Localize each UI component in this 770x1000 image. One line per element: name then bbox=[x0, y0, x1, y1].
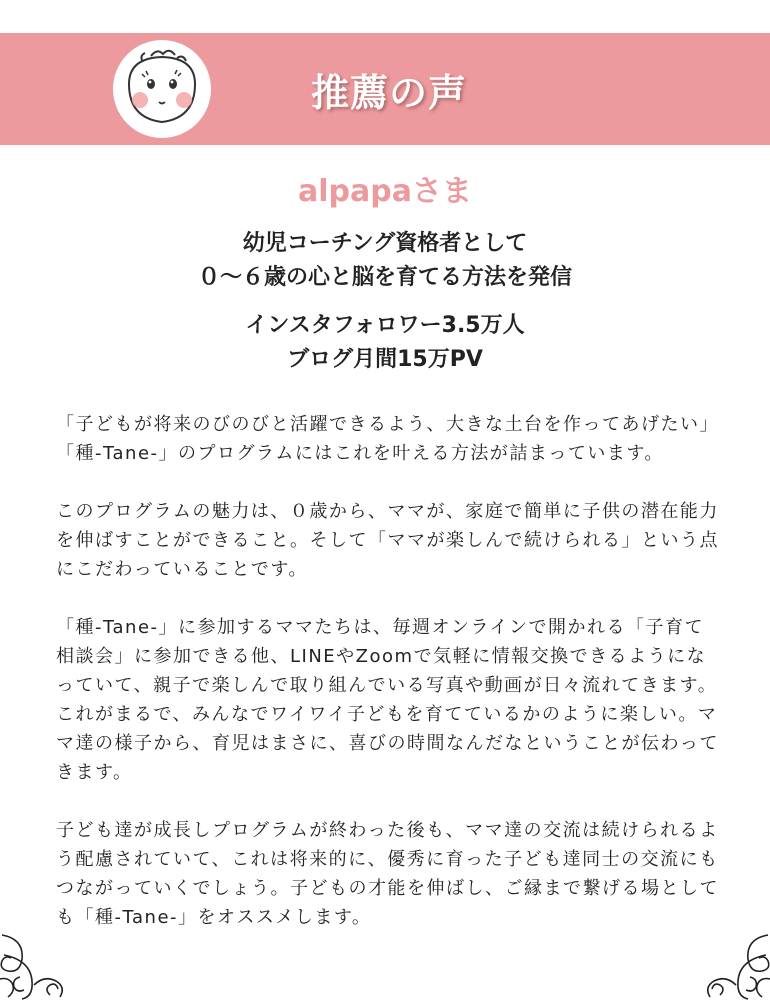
stats-block bbox=[0, 309, 770, 377]
recommender-name: alpapaさま bbox=[298, 174, 472, 209]
testimonial-paragraph: このプログラムの魅力は、０歳から、ママが、家庭で簡単に子供の潜在能力を伸ばすことができること。そして「ママが楽しんで続けられる」という点にこだわっていることです。 bbox=[56, 501, 719, 580]
stat-line: インスタフォロワー3.5万人 bbox=[245, 313, 525, 338]
swirl-flourish-icon bbox=[700, 915, 770, 1000]
swirl-flourish-icon bbox=[0, 915, 70, 1000]
testimonial-paragraph: 子ども達が成長しプログラムが終わった後も、ママ達の交流は続けられるよう配慮されていて、これは将来的に、優秀に育った子ども達同士の交流にもつながっていくでしょう。子どもの才能を伸ばし、ご縁まで繋げる場としても「種-Tane-」をオススメします。 bbox=[56, 820, 719, 928]
testimonial-body bbox=[56, 410, 721, 932]
credentials-block bbox=[0, 227, 770, 295]
credential-line: 幼児コーチング資格者として bbox=[242, 231, 528, 256]
testimonial-paragraph: 「子どもが将来のびのびと活躍できるよう、大きな土台を作ってあげたい」「種-Tane-」のプログラムにはこれを叶える方法が詰まっています。 bbox=[56, 414, 719, 464]
credential-line: ０～６歳の心と脳を育てる方法を発信 bbox=[197, 265, 572, 290]
page-title: 推薦の声 bbox=[310, 70, 467, 115]
stat-line: ブログ月間15万PV bbox=[287, 347, 483, 372]
testimonial-paragraph: 「種-Tane-」に参加するママたちは、毎週オンラインで開かれる「子育て相談会」に参加できる他、LINEやZoomで気軽に情報交換できるようになっていて、親子で楽しんで取り組んでいる写真や動画が日々流れてきます。これがまるで、みんなでワイワイ子どもを育てているかのように楽しい。ママ達の様子から、育児はまさに、喜びの時間なんだなということが伝わってきます。 bbox=[56, 617, 719, 783]
